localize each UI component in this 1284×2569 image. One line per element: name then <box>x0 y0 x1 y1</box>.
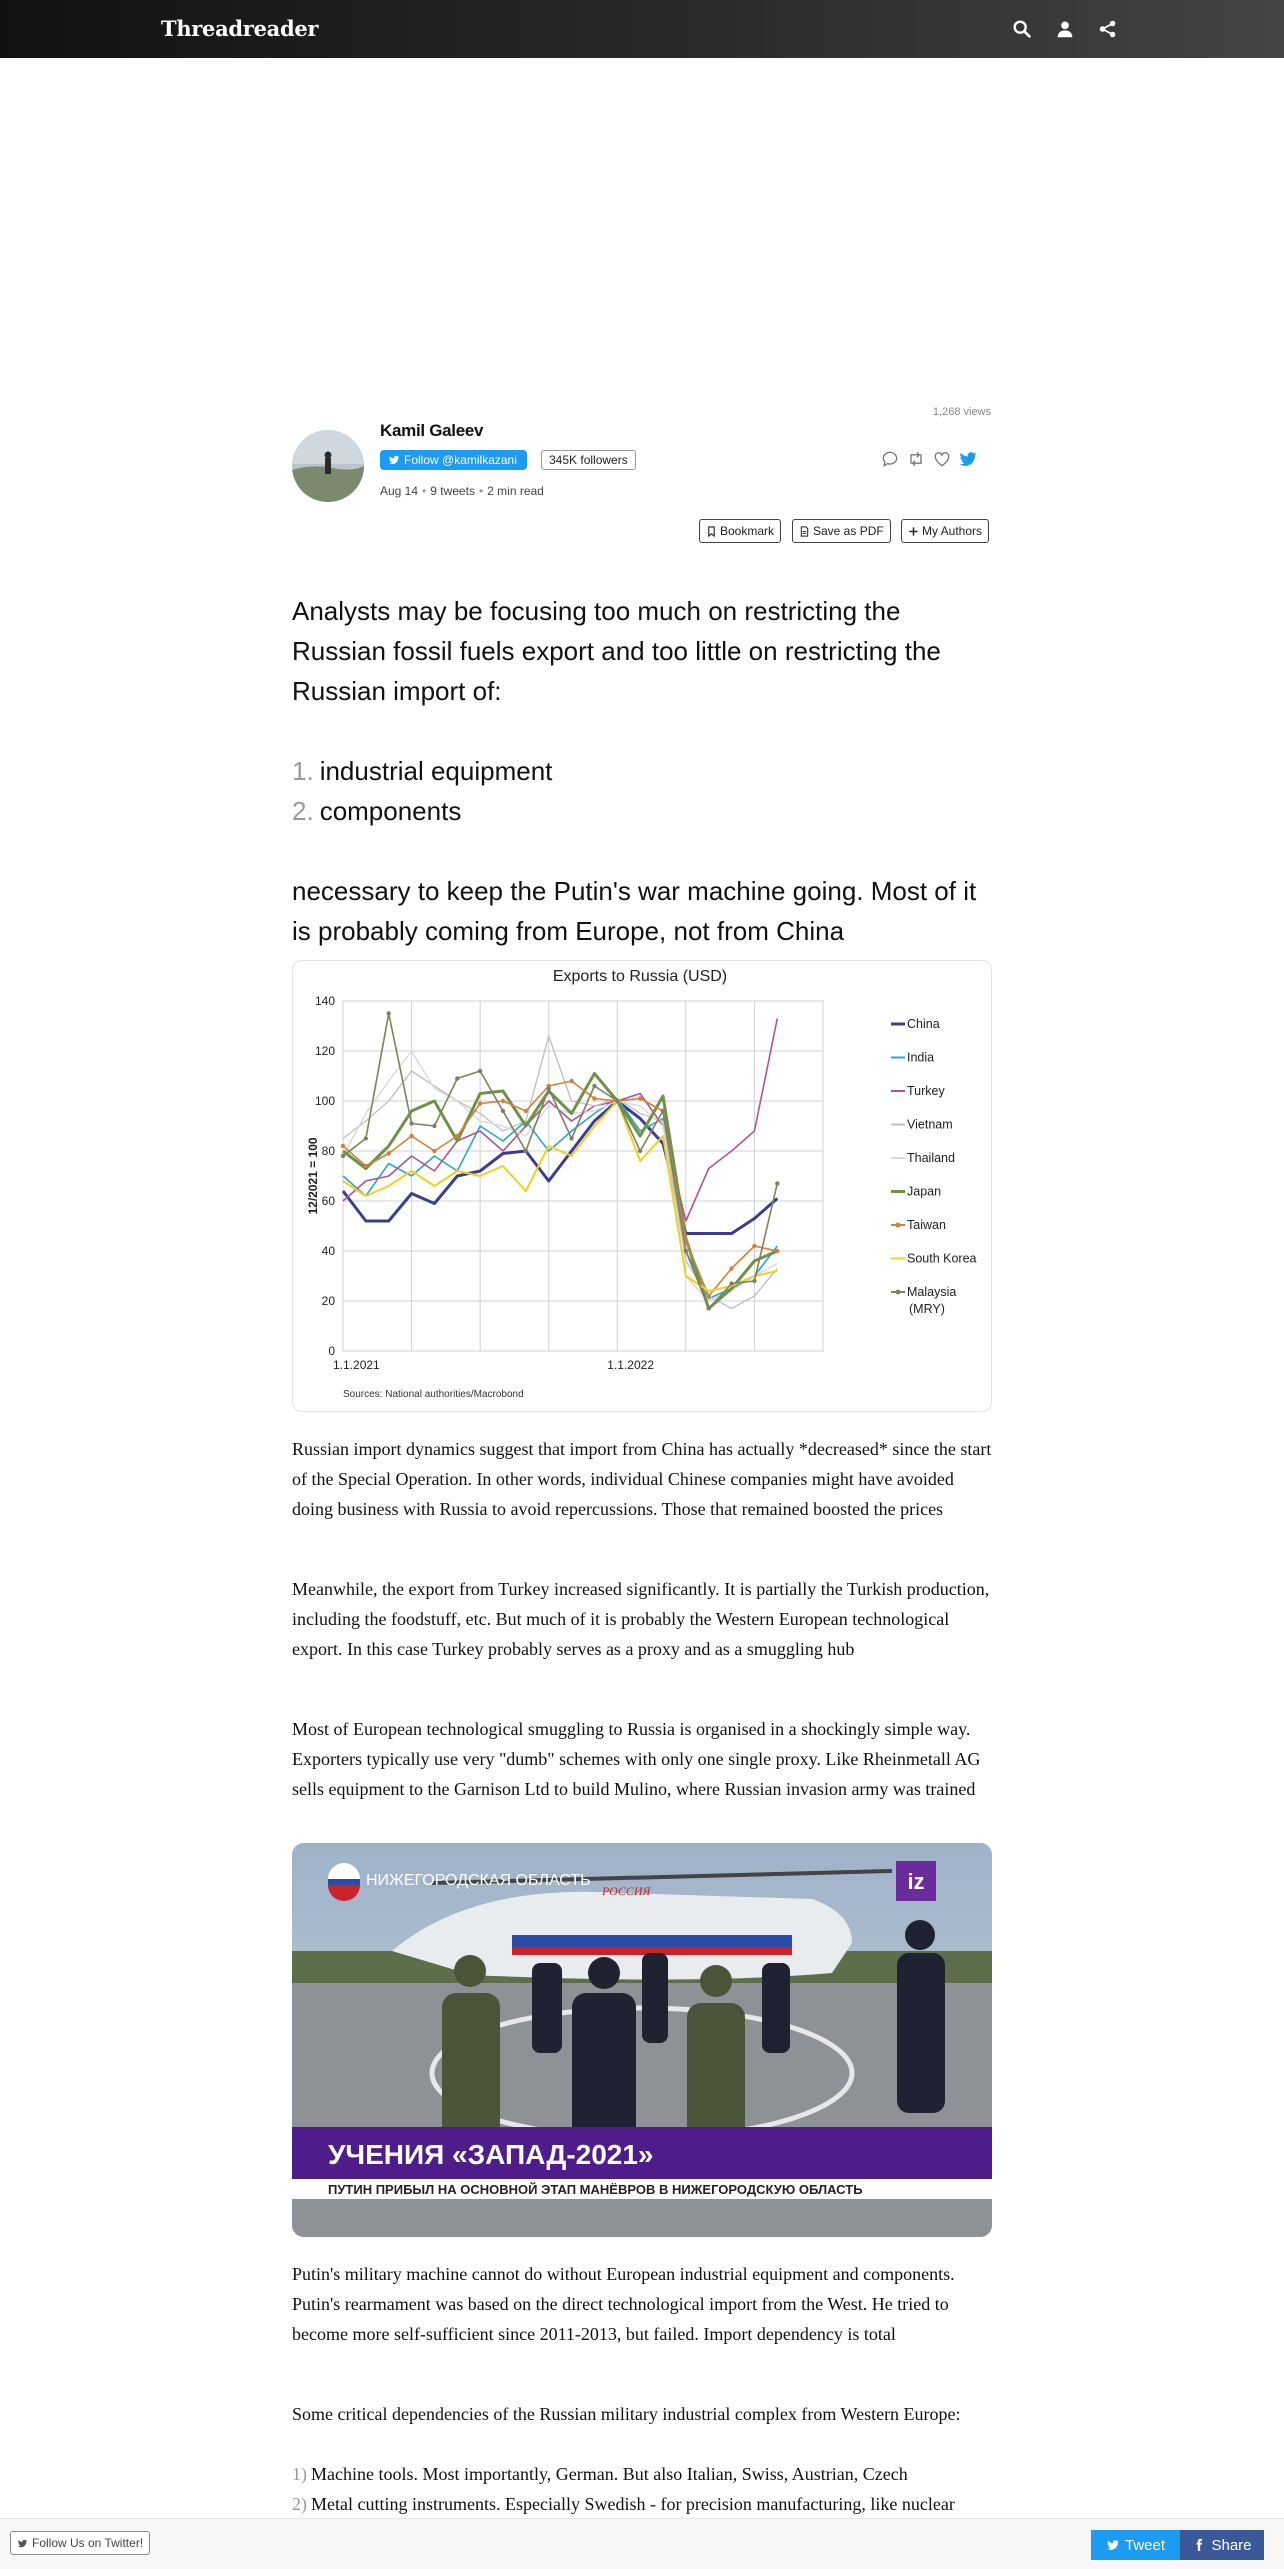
bottom-bar <box>0 2518 1284 2569</box>
follow-us-button[interactable] <box>10 2531 150 2555</box>
dependency-list <box>292 2459 992 2519</box>
series-point <box>524 1149 528 1153</box>
bookmark-label: Bookmark <box>720 524 775 538</box>
series-point <box>341 1144 345 1148</box>
legend-label: Malaysia <box>907 1285 957 1299</box>
chart-title: Exports to Russia (USD) <box>552 968 728 985</box>
series-point <box>592 1096 596 1100</box>
y-tick-label: 100 <box>314 1094 335 1108</box>
chart-image[interactable] <box>292 960 992 1412</box>
photo-image[interactable] <box>292 1843 992 2237</box>
series-point <box>341 1154 345 1158</box>
series-point <box>752 1279 756 1283</box>
tweet-text: Some critical dependencies of the Russian military industrial complex from Western Europe: <box>292 2404 961 2424</box>
series-line <box>343 1101 777 1234</box>
plus-icon <box>908 526 919 537</box>
y-tick-label: 120 <box>314 1044 335 1058</box>
file-pdf-icon <box>799 526 810 537</box>
list-number: 1) <box>292 2464 307 2484</box>
y-tick-label: 80 <box>321 1144 335 1158</box>
series-line <box>343 1019 777 1222</box>
follow-label: Follow @kamilkazani <box>404 453 517 467</box>
tweet-label: Tweet <box>1124 2536 1166 2554</box>
chart-source: Sources: National authorities/Macrobond <box>343 1389 524 1400</box>
view-count: 1,268 views <box>932 406 991 418</box>
legend-label: Japan <box>907 1184 942 1199</box>
series-point <box>775 1249 779 1253</box>
follow-us-label: Follow Us on Twitter! <box>32 2536 144 2550</box>
legend-label: China <box>907 1017 940 1031</box>
share-icon[interactable] <box>1097 18 1119 40</box>
brand-logo[interactable]: Threadreader <box>161 16 319 41</box>
series-point <box>455 1076 459 1080</box>
helicopter-text: РОССИЯ <box>602 1884 651 1898</box>
list-item <box>292 791 992 831</box>
series-line <box>343 1051 777 1301</box>
series-point <box>638 1096 642 1100</box>
series-point <box>432 1149 436 1153</box>
share-label: Share <box>1211 2536 1252 2554</box>
my-authors-label: My Authors <box>922 524 983 538</box>
top-navbar <box>0 0 1284 58</box>
series-point <box>524 1109 528 1113</box>
y-tick-label: 140 <box>314 994 335 1008</box>
banner-subtitle: ПУТИН ПРИБЫЛ НА ОСНОВНОЙ ЭТАП МАНЁВРОВ В НИЖЕГОРОДСКУЮ ОБЛАСТЬ <box>328 2182 863 2197</box>
series-point <box>387 1011 391 1015</box>
save-pdf-button[interactable] <box>792 519 891 543</box>
list-item <box>292 2459 992 2489</box>
save-pdf-label: Save as PDF <box>813 524 884 538</box>
banner-title: УЧЕНИЯ «ЗАПАД-2021» <box>328 2139 654 2170</box>
series-point <box>752 1244 756 1248</box>
tweet-text: Putin's military machine cannot do without European industrial equipment and components. Putin's rearmament was based on the direct technological import from the West. He tried to become more self-sufficient since 2011-2013, but failed. Import dependency is total <box>292 2264 955 2344</box>
legend-marker <box>896 1223 901 1228</box>
series-point <box>432 1124 436 1128</box>
y-tick-label: 20 <box>321 1294 335 1308</box>
twitter-icon[interactable] <box>958 449 978 469</box>
series-point <box>501 1109 505 1113</box>
thread-date: Aug 14 <box>380 484 419 498</box>
series-point <box>729 1281 733 1285</box>
series-point <box>501 1099 505 1103</box>
list-text: industrial equipment <box>319 756 553 786</box>
series-point <box>775 1181 779 1185</box>
avatar[interactable] <box>292 430 364 502</box>
reply-icon[interactable] <box>880 449 900 469</box>
list-text: Metal cutting instruments. Especially Swedish - for precision manufacturing, like nuclear <box>311 2494 955 2514</box>
series-point <box>684 1249 688 1253</box>
legend-label: Thailand <box>907 1151 955 1165</box>
legend-label: Turkey <box>907 1084 945 1098</box>
facebook-icon <box>1192 2538 1206 2552</box>
tweet-count: 9 tweets <box>430 484 475 498</box>
twitter-bird-icon <box>388 454 400 466</box>
search-icon[interactable] <box>1011 18 1033 40</box>
author-name[interactable]: Kamil Galeev <box>380 421 484 440</box>
series-point <box>707 1294 711 1298</box>
series-point <box>455 1134 459 1138</box>
list-number: 2) <box>292 2494 307 2514</box>
series-point <box>638 1149 642 1153</box>
like-icon[interactable] <box>932 449 952 469</box>
list-text: components <box>319 796 462 826</box>
list-item <box>292 2489 992 2519</box>
legend-marker <box>896 1290 901 1295</box>
y-tick-label: 60 <box>321 1194 335 1208</box>
series-point <box>729 1266 733 1270</box>
legend-label: Vietnam <box>907 1117 953 1132</box>
follow-button[interactable] <box>380 450 527 470</box>
series-point <box>364 1164 368 1168</box>
x-tick-label: 1.1.2021 <box>333 1358 380 1372</box>
thread-intro-end: necessary to keep the Putin's war machine going. Most of it is probably coming from Europe, not from China <box>292 876 977 946</box>
intro-list <box>292 751 992 831</box>
series-point <box>707 1306 711 1310</box>
series-point <box>592 1084 596 1088</box>
series-point <box>409 1134 413 1138</box>
exports-chart <box>293 961 991 1411</box>
series-point <box>661 1109 665 1113</box>
series-point <box>615 1099 619 1103</box>
list-number: 2. <box>292 796 314 826</box>
read-time: 2 min read <box>487 484 544 498</box>
tweet-button[interactable] <box>1091 2530 1180 2560</box>
tweet-actions <box>880 449 978 469</box>
x-tick-label: 1.1.2022 <box>607 1358 655 1372</box>
legend-label: India <box>907 1050 935 1065</box>
series-point <box>569 1079 573 1083</box>
series-point <box>569 1136 573 1140</box>
list-text: Machine tools. Most importantly, German. But also Italian, Swiss, Austrian, Czech <box>311 2464 908 2484</box>
list-item <box>292 751 992 791</box>
twitter-bird-icon <box>1106 2538 1120 2552</box>
y-tick-label: 40 <box>321 1244 335 1258</box>
retweet-icon[interactable] <box>906 449 926 469</box>
series-point <box>478 1069 482 1073</box>
bookmark-button[interactable] <box>699 519 781 543</box>
tweet-text: Russian import dynamics suggest that import from China has actually *decreased* since the start of the Special Operation. In other words, individual Chinese companies might have avoided doing business with Russia to avoid repercussions. Those that remained boosted the prices <box>292 1439 992 1519</box>
tweet-text: Most of European technological smuggling to Russia is organised in a shockingly simple way. Exporters typically use very "dumb" schemes with only one single proxy. Like Rheinmetall AG sells equipment to the Garnison Ltd to build Mulino, where Russian invasion army was trained <box>292 1719 981 1799</box>
thread-intro: Analysts may be focusing too much on restricting the Russian fossil fuels export and too little on restricting the Russian import of: <box>292 596 941 706</box>
twitter-bird-icon <box>17 2538 28 2549</box>
news-photo <box>292 1843 992 2237</box>
legend-label: South Korea <box>907 1251 977 1266</box>
chart-ylabel: 12/2021 = 100 <box>306 1137 320 1215</box>
iz-logo: iz <box>907 1869 925 1894</box>
tweet-text: Meanwhile, the export from Turkey increased significantly. It is partially the Turkish production, including the foodstuff, etc. But much of it is probably the Western European technological export. In this case Turkey probably serves as a proxy and as a smuggling hub <box>292 1579 990 1659</box>
series-point <box>409 1121 413 1125</box>
series-point <box>364 1136 368 1140</box>
my-authors-button[interactable] <box>901 519 989 543</box>
y-tick-label: 0 <box>328 1344 335 1358</box>
series-point <box>387 1151 391 1155</box>
region-label: НИЖЕГОРОДСКАЯ ОБЛАСТЬ <box>366 1872 591 1889</box>
series-point <box>547 1086 551 1090</box>
legend-label: Taiwan <box>907 1218 946 1232</box>
series-point <box>478 1101 482 1105</box>
list-number: 1. <box>292 756 314 786</box>
share-button[interactable] <box>1180 2530 1264 2560</box>
thread-meta: Aug 14 • 9 tweets • 2 min read <box>380 484 544 498</box>
user-icon[interactable] <box>1054 18 1076 40</box>
followers-badge: 345K followers <box>541 450 636 470</box>
legend-label-cont: (MRY) <box>909 1302 945 1316</box>
bookmark-icon <box>706 526 717 537</box>
series-line <box>343 1014 777 1309</box>
